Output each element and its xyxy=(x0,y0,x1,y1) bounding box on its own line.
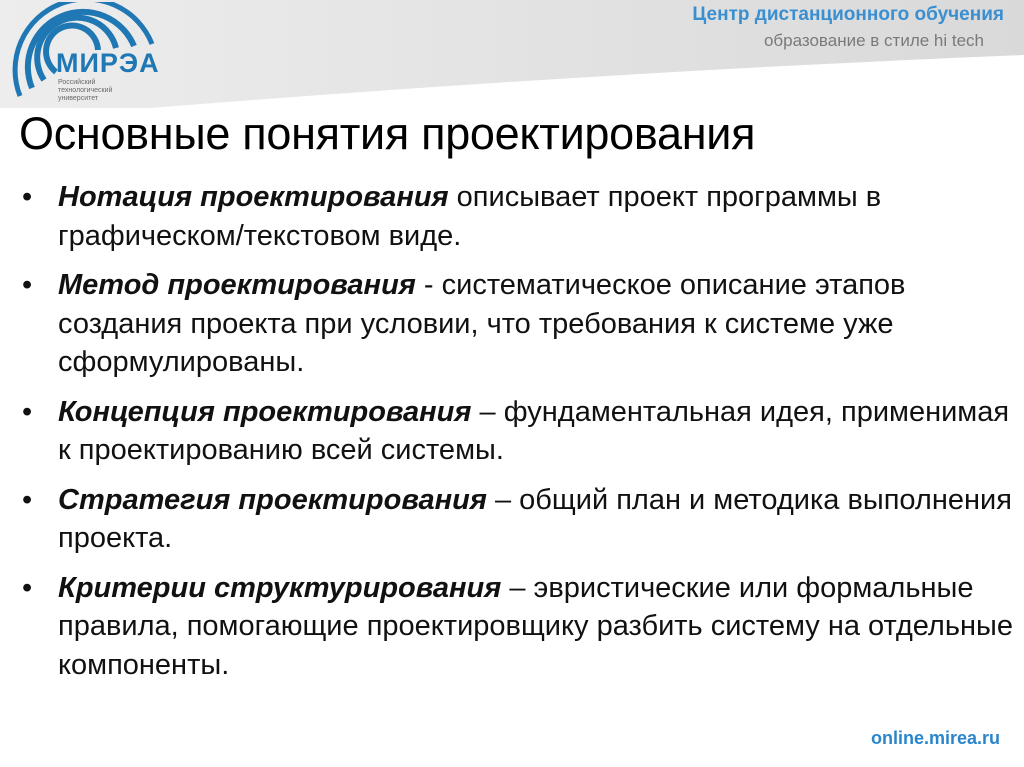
bullet-dot-icon: • xyxy=(22,395,33,428)
bullet-dot-icon: • xyxy=(22,181,33,213)
bullet-dot-icon: • xyxy=(22,571,33,604)
list-item xyxy=(20,569,1020,685)
logo-wordmark: МИРЭА xyxy=(56,48,160,78)
list-item xyxy=(20,481,1020,558)
center-subtitle: образование в стиле hi tech xyxy=(763,31,984,50)
definition: – эвристические или формальные правила, помогающие проектировщику разбить систему на отдельные компоненты. xyxy=(58,571,1013,681)
center-title: Центр дистанционного обучения xyxy=(692,4,1004,25)
logo-subtext: Российский технологический университет xyxy=(58,79,113,102)
list-item xyxy=(20,178,1020,255)
term: Нотация проектирования xyxy=(58,181,449,213)
bullet-dot-icon: • xyxy=(22,483,33,516)
bullet-list xyxy=(20,178,1020,695)
footer-url: online.mirea.ru xyxy=(870,728,1000,748)
page-title: Основные понятия проектирования xyxy=(19,108,756,159)
list-item xyxy=(20,266,1020,382)
term: Критерии структурирования xyxy=(58,571,502,604)
term: Стратегия проектирования xyxy=(58,483,487,516)
list-item xyxy=(20,393,1020,470)
term: Метод проектирования xyxy=(58,269,416,301)
definition: – общий план и методика выполнения проекта. xyxy=(58,483,1012,554)
bullet-dot-icon: • xyxy=(22,269,33,301)
definition: - систематическое описание этапов создания проекта при условии, что требования к системе уже сформулированы. xyxy=(58,269,906,378)
definition: описывает проект программы в графическом/текстовом виде. xyxy=(58,181,882,252)
term: Концепция проектирования xyxy=(58,395,472,428)
mirea-logo xyxy=(6,2,181,108)
definition: – фундаментальная идея, применимая к проектированию всей системы. xyxy=(58,395,1010,466)
